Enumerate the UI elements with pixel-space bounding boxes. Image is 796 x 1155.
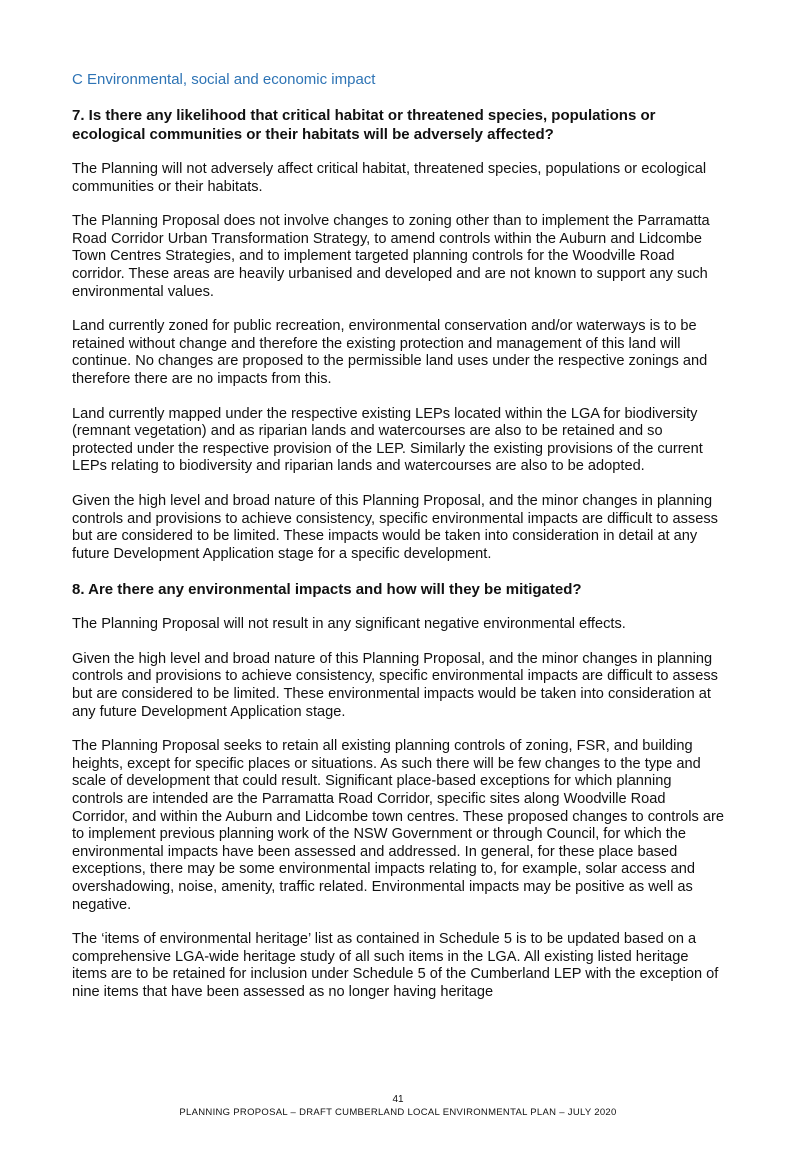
paragraph: Given the high level and broad nature of this Planning Proposal, and the minor changes in planning controls and provisions to achieve consistency, specific environmental impacts are difficult to assess but are considered to be limited. These impacts would be taken into consideration in detail at any future Development Application stage for a specific development. [72,492,718,562]
paragraph: The Planning Proposal does not involve changes to zoning other than to implement the Parramatta Road Corridor Urban Transformation Strategy, to amend controls within the Auburn and Lidcombe Town Centres Strategies, and to implement targeted planning controls for the Woodville Road corridor. These areas are heavily urbanised and developed and are not known to support any such environmental values. [72,213,710,300]
paragraph: The Planning will not adversely affect critical habitat, threatened species, populations or ecological communities or their habitats. [72,161,707,195]
paragraph: The Planning Proposal will not result in any significant negative environmental effects. [72,616,626,633]
page-body [72,70,724,1019]
section-heading: C Environmental, social and economic impact [72,71,376,88]
paragraph: Given the high level and broad nature of this Planning Proposal, and the minor changes in planning controls and provisions to achieve consistency, specific environmental impacts are difficult to assess but are considered to be limited. These environmental impacts would be taken into consideration at any future Development Application stage. [72,650,718,720]
paragraph: Land currently mapped under the respective existing LEPs located within the LGA for biodiversity (remnant vegetation) and as riparian lands and watercourses are also to be retained and so protected under the respective provision of the LEP. Similarly the existing provisions of the current LEPs relating to biodiversity and riparian lands and watercourses are also to be adopted. [72,405,703,475]
paragraph: The Planning Proposal seeks to retain all existing planning controls of zoning, FSR, and building heights, except for specific places or situations. As such there will be few changes to the type and scale of development that could result. Significant place-based exceptions for which planning controls are intended are the Parramatta Road Corridor, specific sites along Woodville Road Corridor, and within the Auburn and Lidcombe town centres. These proposed changes to controls are to implement previous planning work of the NSW Government or through Council, for which the environmental impacts have been assessed and addressed. In general, for these place based exceptions, there may be some environmental impacts relating to, for example, solar access and overshadowing, noise, amenity, traffic related. Environmental impacts may be positive as well as negative. [72,738,724,913]
page-number: 41 [392,1094,404,1105]
paragraph: The ‘items of environmental heritage’ list as contained in Schedule 5 is to be updated based on a comprehensive LGA-wide heritage study of all such items in the LGA. All existing listed heritage items are to be retained for inclusion under Schedule 5 of the Cumberland LEP with the exception of nine items that have been assessed as no longer having heritage [72,931,719,1000]
question-8-heading: 8. Are there any environmental impacts and how will they be mitigated? [72,581,582,599]
paragraph: Land currently zoned for public recreation, environmental conservation and/or waterways is to be retained without change and therefore the existing protection and management of this land will continue. No changes are proposed to the permissible land uses under the respective zonings and therefore there are no impacts from this. [72,318,708,387]
question-7-heading: 7. Is there any likelihood that critical habitat or threatened species, populations or ecological communities or their habitats will be adversely affected? [72,107,656,143]
page-footer: PLANNING PROPOSAL – DRAFT CUMBERLAND LOCAL ENVIRONMENTAL PLAN – JULY 2020 [179,1107,617,1118]
